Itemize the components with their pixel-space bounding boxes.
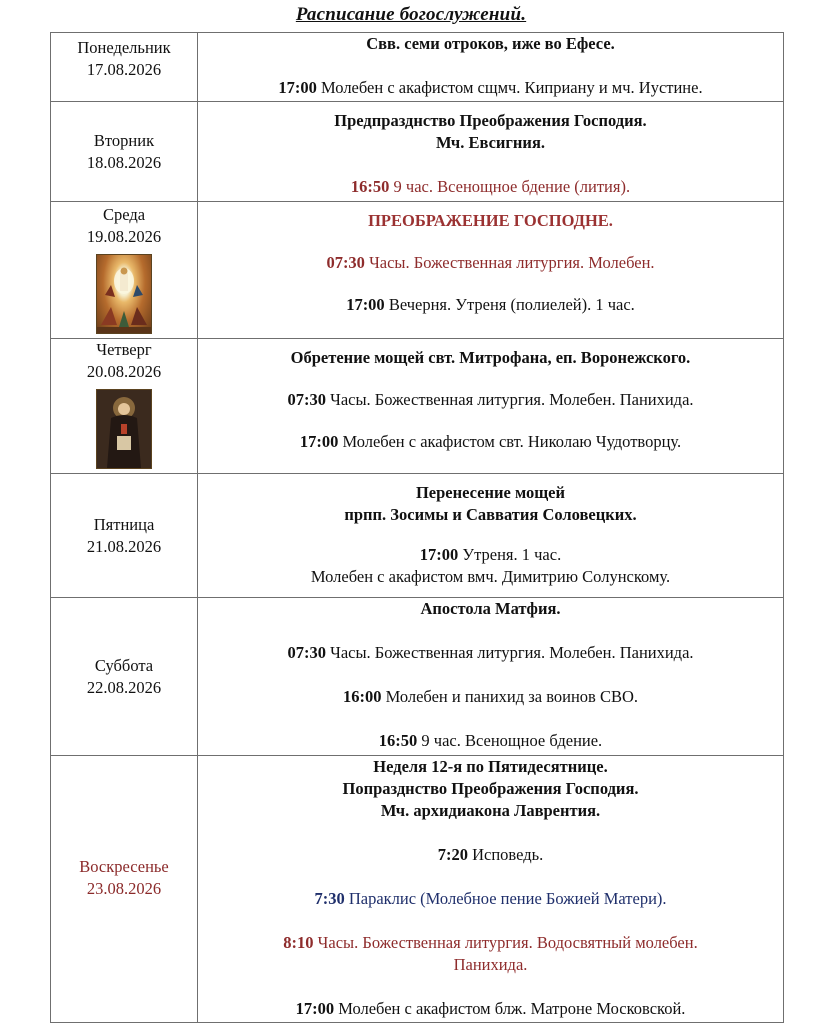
day-date: 18.08.2026 <box>86 152 162 172</box>
service-time: 16:50 <box>378 731 418 750</box>
service-line <box>198 730 783 752</box>
schedule-row-tuesday <box>51 102 784 202</box>
service-time: 17:00 <box>278 78 317 97</box>
schedule-row-sunday <box>51 756 784 1023</box>
service-line <box>198 888 783 910</box>
day-date: 23.08.2026 <box>86 879 162 898</box>
day-cell <box>51 202 198 339</box>
service-time: 7:30 <box>314 889 345 908</box>
saint-mitrophan-icon <box>96 389 152 469</box>
service-time: 8:10 <box>283 933 314 952</box>
service-time: 16:50 <box>350 177 390 196</box>
day-cell <box>51 474 198 598</box>
feast-title: Обретение мощей свт. Митрофана, еп. Воронежского. <box>290 348 691 367</box>
service-time: 7:20 <box>437 845 468 864</box>
service-time: 07:30 <box>287 643 326 662</box>
service-line <box>198 294 783 316</box>
service-text: Молебен и панихид за воинов СВО. <box>381 687 639 706</box>
service-time: 17:00 <box>419 545 459 564</box>
day-name: Четверг <box>96 340 152 359</box>
day-name: Понедельник <box>77 38 171 57</box>
feast-title: Неделя 12-я по Пятидесятнице. <box>373 757 608 776</box>
day-cell <box>51 33 198 102</box>
service-time: 17:00 <box>346 295 385 314</box>
transfiguration-icon <box>96 254 152 334</box>
service-text: Часы. Божественная литургия. Молебен. Панихида. <box>325 643 694 662</box>
day-date: 21.08.2026 <box>86 536 162 556</box>
day-name: Воскресенье <box>79 857 169 876</box>
feast-title: Перенесение мощей <box>415 483 566 502</box>
service-time: 17:00 <box>299 432 339 451</box>
feast-title: Попразднство Преображения Господия. <box>342 779 639 798</box>
service-line-extra: Панихида. <box>453 955 528 974</box>
schedule-row-thursday <box>51 339 784 474</box>
feast-title: ПРЕОБРАЖЕНИЕ ГОСПОДНЕ. <box>368 211 613 230</box>
day-cell <box>51 756 198 1023</box>
service-text: Исповедь. <box>467 845 544 864</box>
schedule-table <box>50 32 784 1023</box>
service-text: Молебен с акафистом блж. Матроне Московской. <box>334 999 686 1018</box>
feast-title: Мч. Евсигния. <box>435 133 545 152</box>
feast-title: Мч. архидиакона Лаврентия. <box>380 801 601 820</box>
feast-title: Апостола Матфия. <box>420 599 561 618</box>
service-text: Молебен с акафистом свт. Николаю Чудотворцу. <box>338 432 682 451</box>
page-title: Расписание богослужений. <box>295 4 527 25</box>
day-date: 20.08.2026 <box>86 362 162 381</box>
day-name: Среда <box>102 205 146 224</box>
service-line <box>198 998 783 1020</box>
feast-title: Предпразднство Преображения Господия. <box>334 111 647 130</box>
service-time: 16:00 <box>342 687 382 706</box>
service-line <box>198 932 783 954</box>
schedule-row-monday <box>51 33 784 102</box>
service-text: Молебен с акафистом сщмч. Киприану и мч. Иустине. <box>316 78 703 97</box>
schedule-row-friday <box>51 474 784 598</box>
day-date: 17.08.2026 <box>86 60 162 79</box>
events-cell <box>198 756 784 1023</box>
service-line <box>198 844 783 866</box>
service-line <box>198 642 783 664</box>
feast-title: Свв. семи отроков, иже во Ефесе. <box>366 34 615 53</box>
day-date: 22.08.2026 <box>86 677 162 697</box>
events-cell <box>198 102 784 202</box>
service-line-extra: Молебен с акафистом вмч. Димитрию Солунскому. <box>310 567 671 586</box>
service-text: 9 час. Всенощное бдение. <box>417 731 603 750</box>
day-name: Вторник <box>93 130 155 150</box>
day-date: 19.08.2026 <box>86 227 162 246</box>
service-time: 07:30 <box>287 390 326 409</box>
service-text: Часы. Божественная литургия. Молебен. Панихида. <box>325 390 694 409</box>
day-name: Пятница <box>93 514 155 534</box>
schedule-row-saturday <box>51 598 784 756</box>
service-text: Утреня. 1 час. <box>458 545 562 564</box>
service-time: 07:30 <box>326 253 365 272</box>
service-text: Параклис (Молебное пение Божией Матери). <box>344 889 667 908</box>
service-line <box>198 686 783 708</box>
events-cell <box>198 33 784 102</box>
service-line <box>198 431 783 453</box>
service-text: 9 час. Всенощное бдение (лития). <box>389 177 631 196</box>
events-cell <box>198 202 784 339</box>
service-line <box>198 544 783 566</box>
events-cell <box>198 598 784 756</box>
feast-title: прпп. Зосимы и Савватия Соловецких. <box>344 505 637 524</box>
day-cell <box>51 339 198 474</box>
events-cell <box>198 474 784 598</box>
service-line <box>198 389 783 411</box>
service-line <box>198 77 783 99</box>
service-text: Часы. Божественная литургия. Молебен. <box>364 253 655 272</box>
service-text: Часы. Божественная литургия. Водосвятный молебен. <box>313 933 698 952</box>
day-cell <box>51 598 198 756</box>
day-cell <box>51 102 198 202</box>
day-name: Суббота <box>94 655 154 675</box>
service-text: Вечерня. Утреня (полиелей). 1 час. <box>384 295 635 314</box>
schedule-row-wednesday <box>51 202 784 339</box>
service-line <box>198 176 783 198</box>
service-time: 17:00 <box>295 999 335 1018</box>
service-line <box>198 252 783 274</box>
events-cell <box>198 339 784 474</box>
